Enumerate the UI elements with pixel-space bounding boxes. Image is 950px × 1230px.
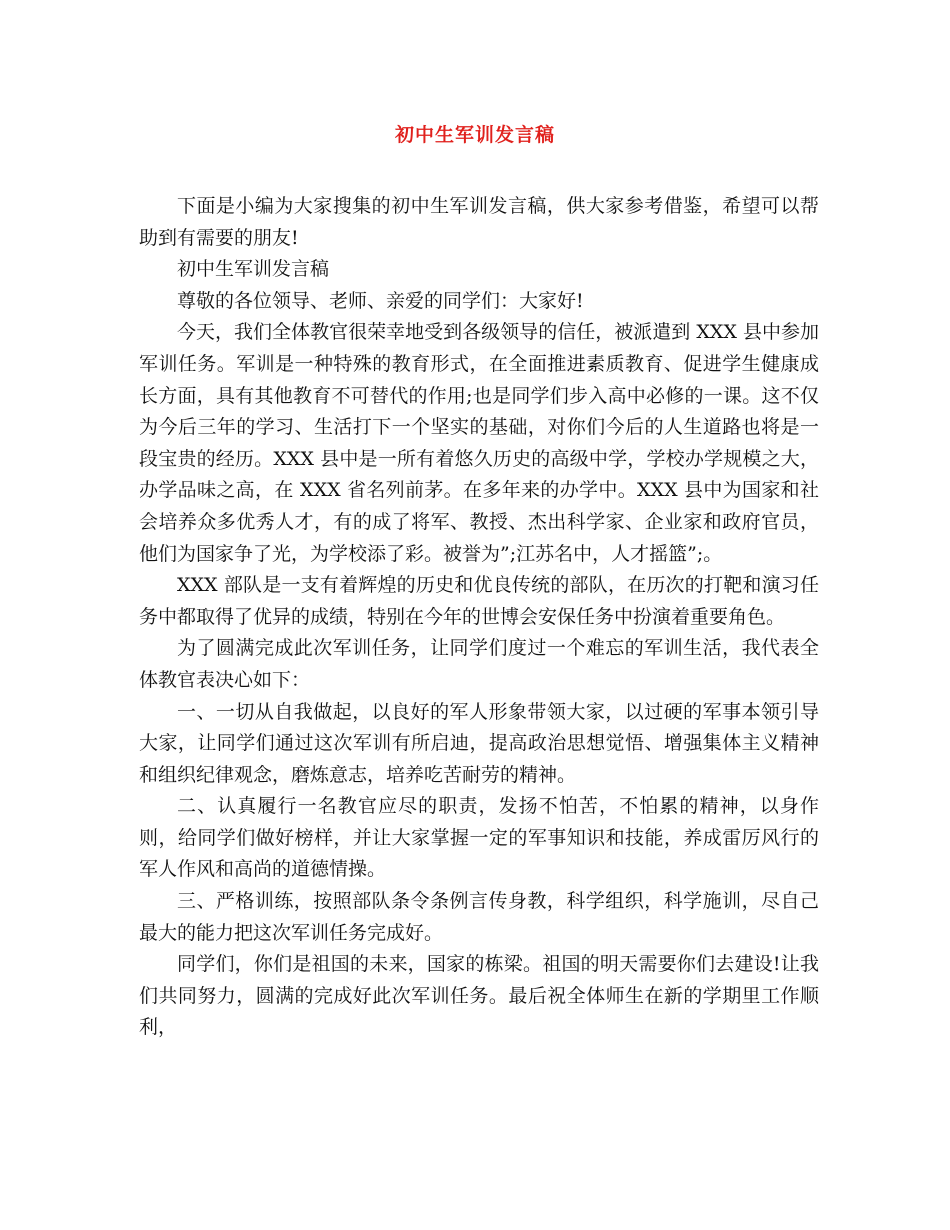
- body-paragraph: XXX 部队是一支有着辉煌的历史和优良传统的部队，在历次的打靶和演习任务中都取得了优异的成绩，特别在今年的世博会安保任务中扮演着重要角色。: [139, 574, 819, 628]
- body-paragraph: 今天，我们全体教官很荣幸地受到各级领导的信任，被派遣到 XXX 县中参加军训任务。军训是一种特殊的教育形式，在全面推进素质教育、促进学生健康成长方面，具有其他教育不可替代的作用;也是同学们步入高中必修的一课。这不仅为今后三年的学习、生活打下一个坚实的基础，对你们今后的人生道路也将是一段宝贵的经历。XXX 县中是一所有着悠久历史的高级中学，学校办学规模之大，办学品味之高，在 XXX 省名列前茅。在多年来的办学中。XXX 县中为国家和社会培养众多优秀人才，有的成了将军、教授、杰出科学家、企业家和政府官员，他们为国家争了光，为学校添了彩。被誉为”;江苏名中，人才摇篮”;。: [139, 321, 819, 565]
- body-paragraph: 为了圆满完成此次军训任务，让同学们度过一个难忘的军训生活，我代表全体教官表决心如下：: [139, 637, 819, 691]
- closing-paragraph: 同学们，你们是祖国的未来，国家的栋梁。祖国的明天需要你们去建设!让我们共同努力，圆满的完成好此次军训任务。最后祝全体师生在新的学期里工作顺利，: [139, 953, 819, 1039]
- speech-heading: 初中生军训发言稿: [177, 258, 330, 281]
- pledge-item-1: 一、一切从自我做起，以良好的军人形象带领大家，以过硬的军事本领引导大家，让同学们通过这次军训有所启迪，提高政治思想觉悟、增强集体主义精神和组织纪律观念，磨炼意志，培养吃苦耐劳的精神。: [139, 700, 819, 786]
- pledge-item-2: 二、认真履行一名教官应尽的职责，发扬不怕苦，不怕累的精神，以身作则，给同学们做好榜样，并让大家掌握一定的军事知识和技能，养成雷厉风行的军人作风和高尚的道德情操。: [139, 795, 819, 881]
- document-body: [139, 191, 819, 1044]
- greeting-paragraph: 尊敬的各位领导、老师、亲爱的同学们：大家好!: [177, 289, 584, 312]
- pledge-item-3: 三、严格训练，按照部队条令条例言传身教，科学组织，科学施训，尽自己最大的能力把这次军训任务完成好。: [139, 890, 819, 944]
- intro-paragraph: 下面是小编为大家搜集的初中生军训发言稿，供大家参考借鉴，希望可以帮助到有需要的朋友!: [139, 195, 819, 249]
- document-title: 初中生军训发言稿: [394, 124, 555, 146]
